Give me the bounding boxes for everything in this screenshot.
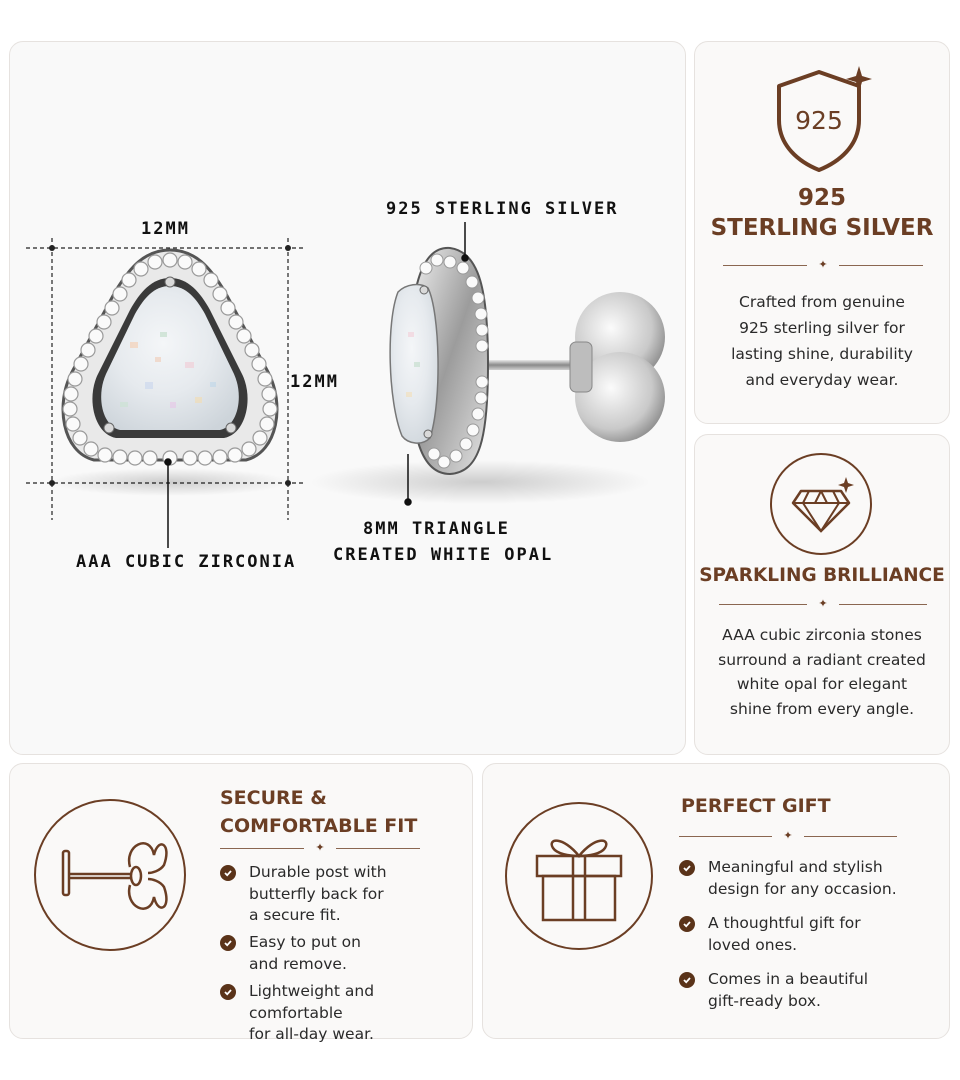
gift-title: PERFECT GIFT [681, 795, 831, 817]
list-item: Lightweight and comfortable for all-day wear. [220, 981, 472, 1046]
list-item: Comes in a beautiful gift-ready box. [679, 969, 868, 1012]
check-icon [220, 935, 236, 951]
diamond-divider [719, 598, 927, 610]
gift-box-icon [503, 800, 655, 952]
perfect-gift-card [482, 763, 950, 1039]
check-icon [679, 860, 695, 876]
list-item: Meaningful and stylish design for any occasion. [679, 857, 897, 900]
diamond-divider [220, 842, 420, 854]
list-item: A thoughtful gift for loved ones. [679, 913, 861, 956]
diamond-divider [723, 259, 923, 271]
silver-label: 925 STERLING SILVER [386, 199, 619, 219]
silver-description: Crafted from genuine 925 sterling silver for lasting shine, durability and everyday wear. [731, 293, 913, 389]
diamond-divider [679, 830, 897, 842]
check-icon [220, 984, 236, 1000]
shield-text: 925 [795, 106, 843, 135]
fit-title-line2: COMFORTABLE FIT [220, 815, 418, 837]
diamond-divider-icon: ✦ [818, 258, 828, 271]
opal-label-line2: CREATED WHITE OPAL [333, 545, 554, 565]
secure-fit-card [9, 763, 473, 1043]
shield-925-icon [767, 64, 877, 174]
check-icon [679, 972, 695, 988]
check-icon [679, 916, 695, 932]
height-label: 12MM [290, 372, 339, 392]
silver-title-line1: 925 [797, 185, 846, 211]
diamond-divider-icon: ✦ [818, 597, 828, 610]
check-icon [220, 865, 236, 881]
earring-post-icon [32, 797, 188, 953]
sparkling-brilliance-card [694, 434, 950, 755]
side-earring [310, 248, 665, 504]
brilliance-description: AAA cubic zirconia stones surround a radiant created white opal for elegant shine from every angle. [718, 626, 926, 718]
sterling-silver-card [694, 41, 950, 424]
width-label: 12MM [141, 219, 190, 239]
zirconia-label: AAA CUBIC ZIRCONIA [76, 552, 297, 572]
brilliance-title: SPARKLING BRILLIANCE [699, 565, 945, 586]
list-item: Durable post with butterfly back for a secure fit. [220, 862, 387, 927]
diamond-divider-icon: ✦ [783, 829, 793, 842]
product-dimensions-card [9, 41, 686, 755]
list-item: Easy to put on and remove. [220, 932, 361, 975]
opal-label-line1: 8MM TRIANGLE [363, 519, 510, 539]
silver-title-line2: STERLING SILVER [710, 215, 934, 241]
diamond-divider-icon: ✦ [315, 841, 325, 854]
earring-illustration [10, 42, 687, 756]
diamond-icon [768, 451, 874, 557]
fit-title-line1: SECURE & [220, 787, 327, 809]
